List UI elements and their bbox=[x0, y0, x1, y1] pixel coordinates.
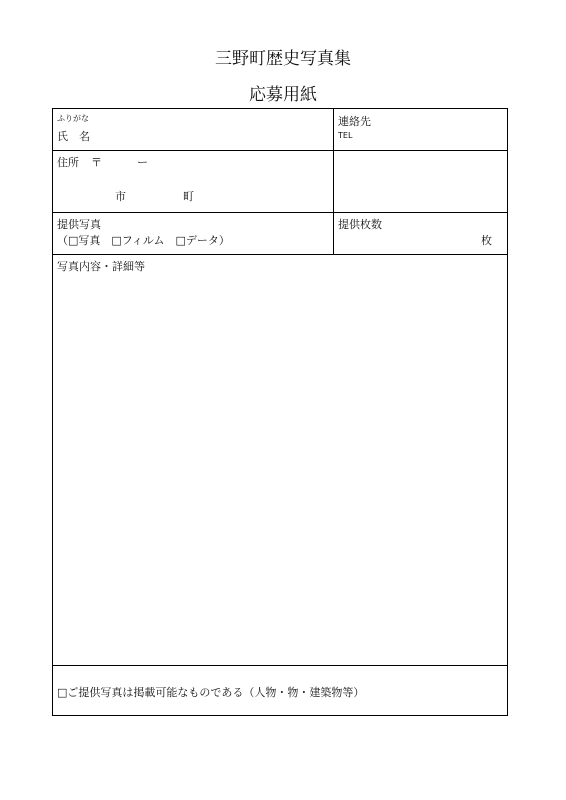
provided-photo-label: 提供写真 bbox=[57, 218, 101, 231]
details-label: 写真内容・詳細等 bbox=[57, 260, 145, 273]
postal-dash: ー bbox=[137, 156, 148, 169]
name-furigana-label: ふりがな bbox=[57, 114, 89, 123]
application-form bbox=[52, 108, 508, 716]
row-divider-photo bbox=[53, 254, 507, 255]
address-label: 住所 bbox=[57, 156, 79, 169]
row-divider-details bbox=[53, 665, 507, 666]
consent-checkbox-text: □ご提供写真は掲載可能なものである（人物・物・建築物等） bbox=[57, 686, 365, 699]
town-label: 町 bbox=[183, 190, 194, 203]
row-divider-address bbox=[53, 212, 507, 213]
page-subtitle: 応募用紙 bbox=[249, 85, 317, 105]
name-label: 氏 名 bbox=[57, 130, 90, 143]
column-divider bbox=[333, 109, 334, 254]
tel-label: TEL bbox=[338, 131, 353, 140]
count-unit: 枚 bbox=[481, 234, 492, 247]
provided-photo-options: （□写真 □フィルム □データ） bbox=[57, 234, 230, 247]
count-label: 提供枚数 bbox=[338, 218, 382, 231]
postal-mark: 〒 bbox=[91, 156, 102, 169]
contact-label: 連絡先 bbox=[338, 115, 371, 128]
row-divider-name bbox=[53, 150, 507, 151]
page-title: 三野町歴史写真集 bbox=[215, 49, 351, 69]
city-label: 市 bbox=[115, 190, 126, 203]
